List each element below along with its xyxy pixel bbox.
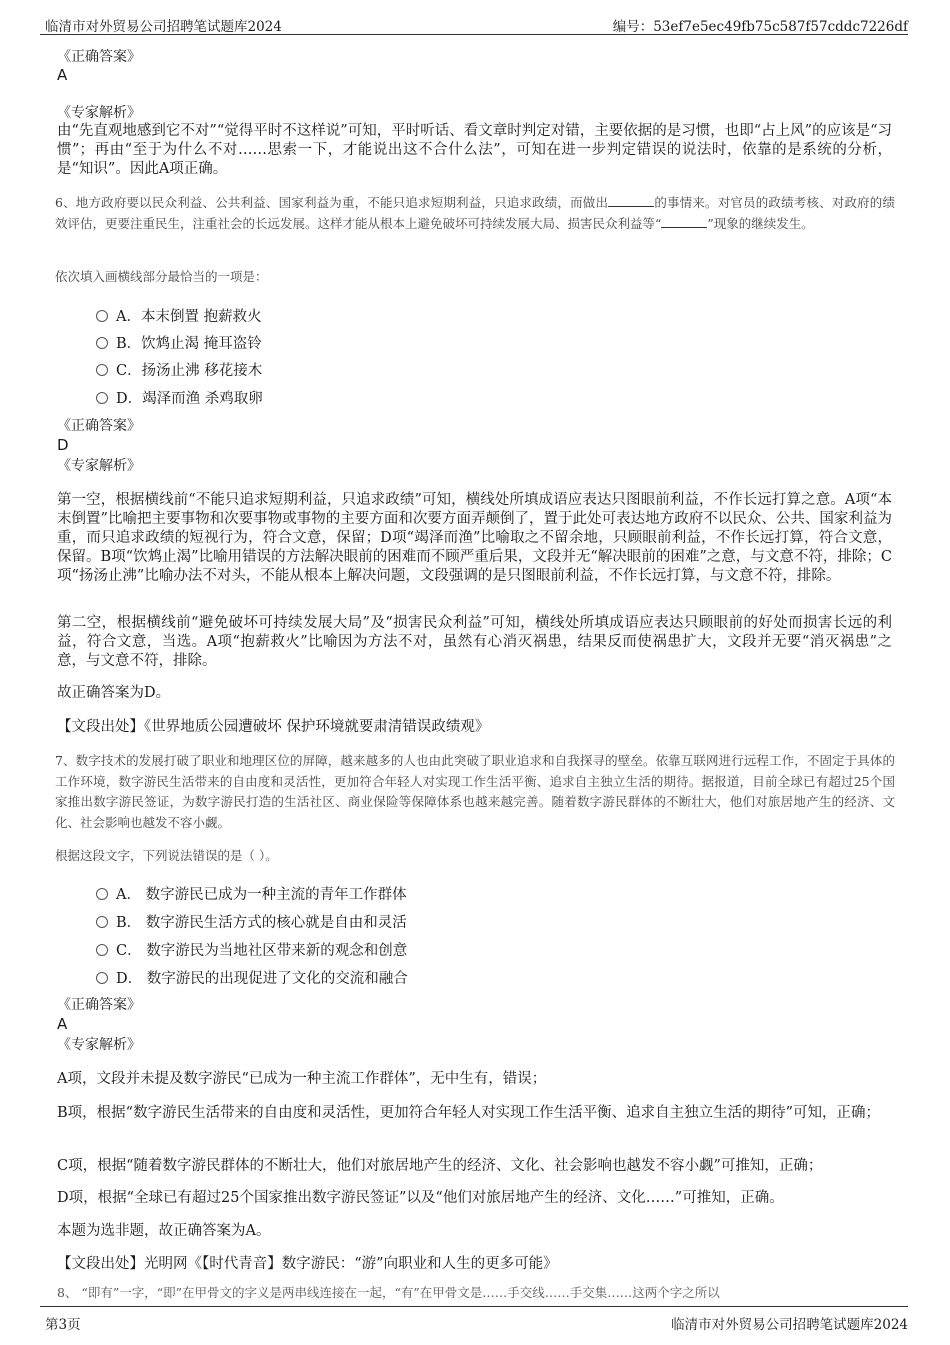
q7-analysis-a: A项，文段并未提及数字游民“已成为一种主流工作群体”，无中生有，错误；	[57, 1071, 547, 1087]
q7-option-d[interactable]: D． 数字游民的出现促进了文化的交流和融合	[96, 967, 408, 987]
q6-blank-1	[608, 194, 654, 207]
q7-option-a[interactable]: A． 数字游民已成为一种主流的青年工作群体	[96, 883, 407, 903]
q7-option-c[interactable]: C． 数字游民为当地社区带来新的观念和创意	[96, 939, 407, 959]
header-title: 临清市对外贸易公司招聘笔试题库2024	[45, 19, 282, 35]
q7-source: 【文段出处】光明网《【时代青音】数字游民：“游”向职业和人生的更多可能》	[57, 1256, 558, 1272]
q6-stem-part2: 的事情来。对官员的政绩考核、对政府的绩效评估，更要注重民生，注重社会的长远发展。这样才能从根本上避免破坏可持续发展大局、损害民众利益等“	[55, 195, 895, 231]
q6-source: 【文段出处】《世界地质公园遭破坏 保护环境就要肃清错误政绩观》	[57, 719, 490, 735]
q7-conclusion: 本题为选非题，故正确答案为A。	[57, 1223, 271, 1239]
radio-icon[interactable]	[96, 337, 108, 349]
q8-cut-off-line: 8、 “即有”一字，“即”在甲骨文的字义是两串线连接在一起，“有”在甲骨文是……手交线……手交集……这两个字之所以	[57, 1285, 720, 1300]
q6-option-b[interactable]: B．饮鸩止渴 掩耳盗铃	[96, 332, 262, 352]
q6-analysis-label: 《专家解析》	[57, 458, 141, 474]
page-number: 第3页	[45, 1317, 81, 1333]
q7-prompt: 根据这段文字，下列说法错误的是（ ）。	[55, 848, 278, 863]
q6-answer: D	[57, 436, 69, 454]
q7-option-b[interactable]: B． 数字游民生活方式的核心就是自由和灵活	[96, 911, 407, 931]
q6-prompt: 依次填入画横线部分最恰当的一项是：	[55, 269, 268, 284]
q6-stem-part1: 6、地方政府要以民众利益、公共利益、国家利益为重，不能只追求短期利益，只追求政绩，而做出	[55, 195, 609, 210]
q6-analysis-p1: 第一空，根据横线前“不能只追求短期利益，只追求政绩”可知，横线处所填成语应表达只图眼前利益，不作长远打算之意。A项“本末倒置”比喻把主要事物和次要事物或事物的主要方面和次要方面弄颠倒了，置于此处可表达地方政府不以民众、公共、国家利益为重，而只追求政绩的短视行为，符合文意，保留；D项“竭泽而渔”比喻取之不留余地，只顾眼前利益，不作长远打算，符合文意，保留。B项“饮鸩止渴”比喻用错误的方法解决眼前的困难而不顾严重后果，文段并无“解决眼前的困难”之意，与文意不符，排除；C项“扬汤止沸”比喻办法不对头，不能从根本上解决问题，文段强调的是只图眼前利益，不作长远打算，与文意不符，排除。	[57, 492, 892, 584]
q6-blank-2	[661, 215, 707, 228]
q5-answer-label: 《正确答案》	[57, 49, 141, 65]
q5-analysis: 由“先直观地感到它不对”“觉得平时不这样说”可知，平时听话、看文章时判定对错，主要依据的是习惯，也即“占上风”的应该是“习惯”；再由“至于为什么不对……思索一下，才能说出这不合什么法”，可知在进一步判定错误的说法时，依靠的是系统的分析，是“知识”。因此A项正确。	[57, 123, 892, 177]
q7-answer-label: 《正确答案》	[57, 997, 141, 1013]
q7-analysis-label: 《专家解析》	[57, 1037, 141, 1053]
q6-stem	[55, 193, 895, 234]
q6-conclusion: 故正确答案为D。	[57, 685, 171, 701]
q5-analysis-label: 《专家解析》	[57, 105, 141, 121]
q6-analysis-p2: 第二空，根据横线前“避免破坏可持续发展大局”及“损害民众利益”可知，横线处所填成语应表达只顾眼前的好处而损害长远的利益，符合文意，当选。A项“抱薪救火”比喻因为方法不对，虽然有心消灭祸患，结果反而使祸患扩大，文段并无要“消灭祸患”之意，与文意不符，排除。	[57, 615, 892, 669]
radio-icon[interactable]	[96, 888, 108, 900]
q6-option-d[interactable]: D．竭泽而渔 杀鸡取卵	[96, 387, 263, 407]
radio-icon[interactable]	[96, 310, 108, 322]
radio-icon[interactable]	[96, 972, 108, 984]
q6-option-a[interactable]: A．本末倒置 抱薪救火	[96, 305, 262, 325]
radio-icon[interactable]	[96, 364, 108, 376]
q7-stem: 7、数字技术的发展打破了职业和地理区位的屏障，越来越多的人也由此突破了职业追求和自我探寻的壁垒。依靠互联网进行远程工作，不固定于具体的工作环境，数字游民生活带来的自由度和灵活性，更加符合年轻人对实现工作生活平衡、追求自主独立生活的期待。据报道，目前全球已有超过25个国家推出数字游民签证，为数字游民打造的生活社区、商业保险等保障体系也越来越完善。随着数字游民群体的不断壮大，他们对旅居地产生的经济、文化、社会影响也越发不容小觑。	[55, 753, 895, 830]
q7-analysis-b: B项，根据“数字游民生活带来的自由度和灵活性，更加符合年轻人对实现工作生活平衡、追求自主独立生活的期待”可知，正确；	[57, 1105, 880, 1121]
q6-answer-label: 《正确答案》	[57, 418, 141, 434]
q7-analysis-c: C项，根据“随着数字游民群体的不断壮大，他们对旅居地产生的经济、文化、社会影响也越发不容小觑”可推知，正确；	[57, 1158, 823, 1174]
footer-title: 临清市对外贸易公司招聘笔试题库2024	[671, 1317, 908, 1333]
q6-option-c[interactable]: C．扬汤止沸 移花接木	[96, 359, 262, 379]
header-doc-id: 编号：53ef7e5ec49fb75c587f57cddc7226df	[612, 19, 908, 35]
page-header	[40, 12, 908, 35]
radio-icon[interactable]	[96, 944, 108, 956]
q5-answer: A	[57, 66, 68, 84]
q7-answer: A	[57, 1015, 68, 1033]
page-footer	[40, 1306, 908, 1335]
radio-icon[interactable]	[96, 392, 108, 404]
radio-icon[interactable]	[96, 916, 108, 928]
q6-stem-part3: ”现象的继续发生。	[707, 215, 814, 231]
q7-analysis-d: D项，根据“全球已有超过25个国家推出数字游民签证”以及“他们对旅居地产生的经济、文化……”可推知，正确。	[57, 1190, 784, 1206]
